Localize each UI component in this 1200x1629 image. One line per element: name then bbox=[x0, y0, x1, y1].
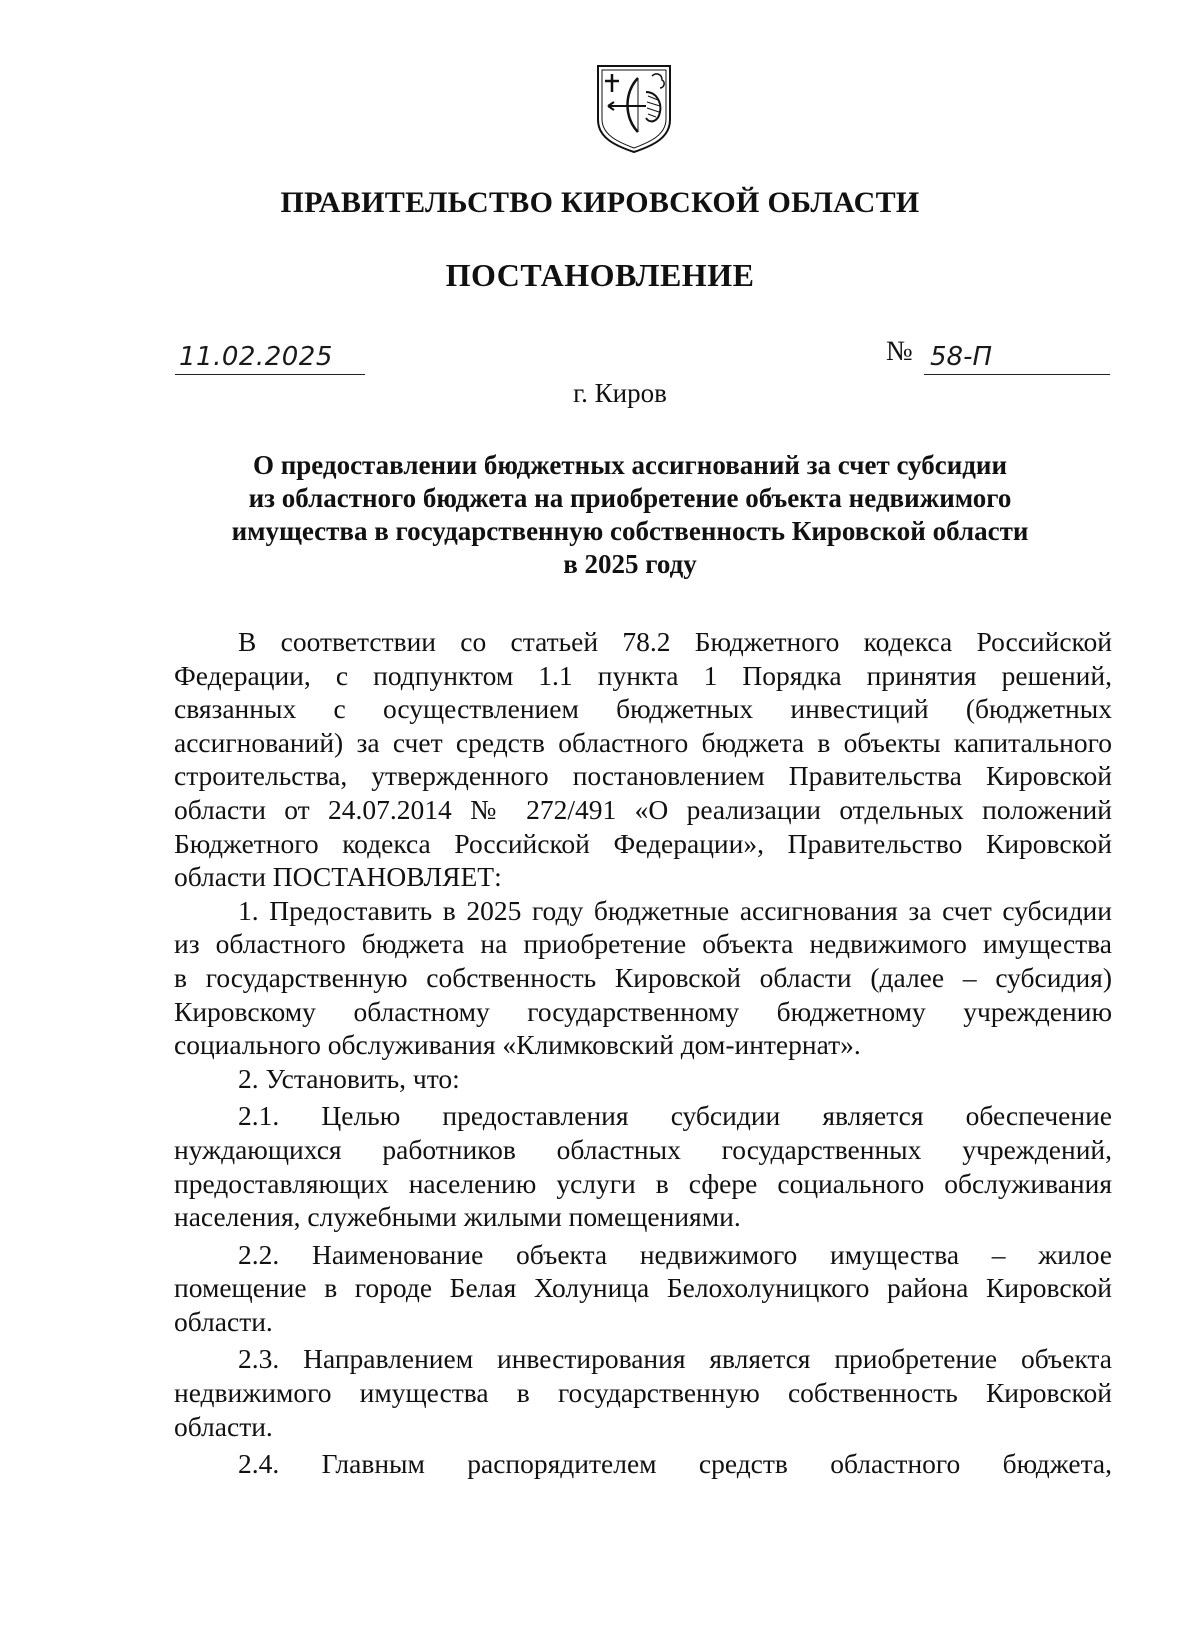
body-line: помещение в городе Белая Холуница Белохолуницкого района Кировской bbox=[174, 1272, 1112, 1304]
body-line: 2.3. Направлением инвестирования является приобретение объекта bbox=[238, 1343, 1112, 1375]
date-field bbox=[175, 340, 365, 375]
body-line: области. bbox=[174, 1305, 273, 1337]
city: г. Киров bbox=[573, 378, 667, 408]
body-line: недвижимого имущества в государственную собственность Кировской bbox=[174, 1377, 1112, 1409]
heading-line: в 2025 году bbox=[563, 549, 697, 579]
document-heading bbox=[160, 449, 1100, 581]
date-value: 11.02.2025 bbox=[179, 342, 333, 372]
body-line: области от 24.07.2014 № 272/491 «О реализации отдельных положений bbox=[174, 793, 1112, 825]
body-line: связанных с осуществлением бюджетных инвестиций (бюджетных bbox=[174, 693, 1112, 725]
body-line: Кировскому областному государственному бюджетному учреждению bbox=[174, 995, 1112, 1027]
coat-of-arms-icon bbox=[594, 62, 674, 154]
body-line: 2.4. Главным распорядителем средств областного бюджета, bbox=[238, 1448, 1112, 1480]
body-line: из областного бюджета на приобретение объекта недвижимого имущества bbox=[174, 928, 1112, 960]
body-line: области. bbox=[174, 1410, 273, 1442]
body-line: населения, служебными жилыми помещениями. bbox=[174, 1201, 741, 1233]
number-field bbox=[924, 340, 1110, 375]
body-line: ассигнований) за счет средств областного бюджета в объекты капитального bbox=[174, 726, 1112, 758]
body-line: 2. Установить, что: bbox=[238, 1062, 460, 1094]
heading-line: из областного бюджета на приобретение объекта недвижимого bbox=[248, 483, 1012, 513]
body-line: 2.1. Целью предоставления субсидии является обеспечение bbox=[238, 1100, 1112, 1132]
body-line: В соответствии со статьей 78.2 Бюджетного кодекса Российской bbox=[238, 626, 1112, 657]
number-value: 58-П bbox=[930, 342, 993, 372]
heading-line: имущества в государственную собственность Кировской области bbox=[231, 516, 1029, 546]
body-line: 2.2. Наименование объекта недвижимого имущества – жилое bbox=[238, 1238, 1112, 1270]
government-name: ПРАВИТЕЛЬСТВО КИРОВСКОЙ ОБЛАСТИ bbox=[280, 186, 920, 219]
body-line: 1. Предоставить в 2025 году бюджетные ассигнования за счет субсидии bbox=[238, 894, 1112, 926]
body-line: Федерации, с подпунктом 1.1 пункта 1 Порядка принятия решений, bbox=[174, 659, 1112, 691]
document-type: ПОСТАНОВЛЕНИЕ bbox=[445, 257, 755, 293]
document-body bbox=[174, 625, 1112, 1481]
heading-line: О предоставлении бюджетных ассигнований за счет субсидии bbox=[252, 450, 1008, 480]
body-line: области ПОСТАНОВЛЯЕТ: bbox=[174, 861, 502, 893]
body-line: Бюджетного кодекса Российской Федерации», Правительство Кировской bbox=[174, 827, 1112, 859]
body-line: в государственную собственность Кировской области (далее – субсидия) bbox=[174, 961, 1112, 993]
body-line: социального обслуживания «Климковский дом-интернат». bbox=[174, 1029, 861, 1061]
body-line: предоставляющих населению услуги в сфере социального обслуживания bbox=[174, 1167, 1112, 1199]
body-line: нуждающихся работников областных государственных учреждений, bbox=[174, 1133, 1112, 1165]
body-line: строительства, утвержденного постановлением Правительства Кировской bbox=[174, 760, 1112, 792]
number-label: № bbox=[886, 336, 913, 367]
